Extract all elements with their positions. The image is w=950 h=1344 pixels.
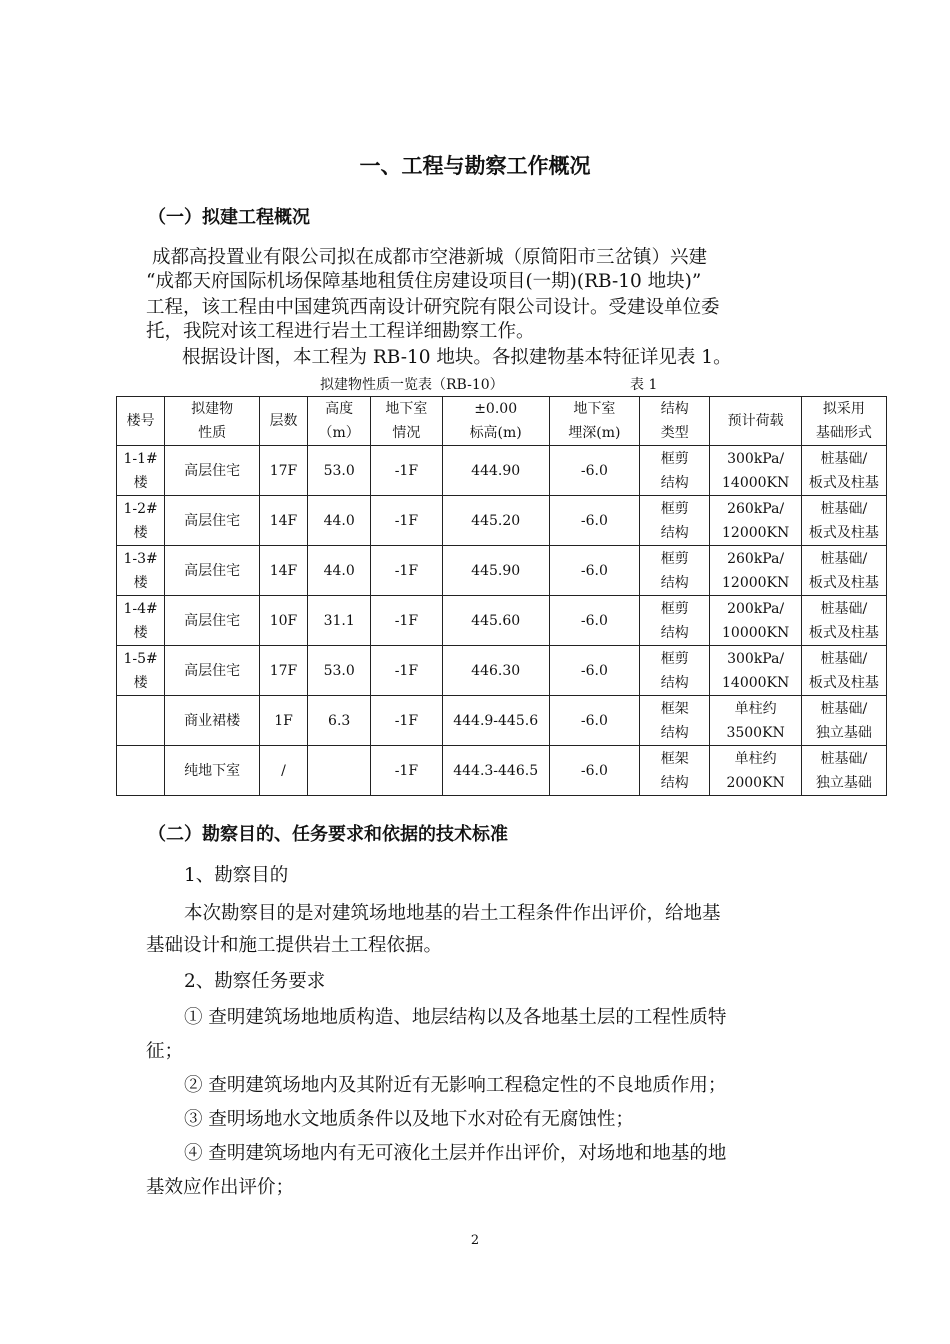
task-line-1-cont: 征； xyxy=(146,1041,184,1062)
cell-basement: -1F xyxy=(371,596,442,646)
table-row xyxy=(117,496,887,546)
cell-basement: -1F xyxy=(371,696,442,746)
table-caption: 拟建物性质一览表（RB-10） xyxy=(320,377,504,393)
cell-building-no: 1-5#楼 xyxy=(117,646,165,696)
purpose-heading: 1、勘察目的 xyxy=(184,865,289,886)
cell-building-nature: 高层住宅 xyxy=(165,496,260,546)
cell-building-no: 1-2#楼 xyxy=(117,496,165,546)
task-heading: 2、勘察任务要求 xyxy=(184,971,326,992)
cell-building-no: 1-4#楼 xyxy=(117,596,165,646)
cell-building-nature: 纯地下室 xyxy=(165,746,260,796)
intro-line-3: 工程，该工程由中国建筑西南设计研究院有限公司设计。受建设单位委 xyxy=(146,297,720,318)
cell-structure-type: 框剪 结构 xyxy=(640,646,710,696)
task-line-2: ② 查明建筑场地内及其附近有无影响工程稳定性的不良地质作用； xyxy=(184,1075,727,1096)
cell-basement: -1F xyxy=(371,646,442,696)
cell-floors: 14F xyxy=(259,496,307,546)
cell-building-no: 1-1#楼 xyxy=(117,446,165,496)
cell-floors: 10F xyxy=(259,596,307,646)
cell-basement: -1F xyxy=(371,496,442,546)
cell-building-nature: 高层住宅 xyxy=(165,446,260,496)
cell-height xyxy=(308,746,371,796)
table-row xyxy=(117,696,887,746)
cell-elevation: 444.90 xyxy=(442,446,549,496)
cell-floors: 14F xyxy=(259,546,307,596)
cell-foundation-type: 桩基础/ 板式及柱基 xyxy=(801,496,886,546)
cell-height: 44.0 xyxy=(308,496,371,546)
building-characteristics-table xyxy=(116,396,887,796)
table-row xyxy=(117,746,887,796)
header-elevation: ±0.00 标高(m) xyxy=(442,397,549,446)
cell-elevation: 444.3-446.5 xyxy=(442,746,549,796)
cell-structure-type: 框剪 结构 xyxy=(640,596,710,646)
subsection-title-survey-purpose: （二）勘察目的、任务要求和依据的技术标准 xyxy=(148,824,508,845)
task-line-4: ④ 查明建筑场地内有无可液化土层并作出评价，对场地和地基的地 xyxy=(184,1143,727,1164)
purpose-line-2: 基础设计和施工提供岩土工程依据。 xyxy=(146,935,443,956)
cell-basement-depth: -6.0 xyxy=(549,696,639,746)
cell-structure-type: 框剪 结构 xyxy=(640,446,710,496)
table-number: 表 1 xyxy=(630,377,658,393)
header-basement: 地下室 情况 xyxy=(371,397,442,446)
cell-structure-type: 框架 结构 xyxy=(640,746,710,796)
cell-floors: 17F xyxy=(259,446,307,496)
cell-floors: / xyxy=(259,746,307,796)
cell-basement-depth: -6.0 xyxy=(549,596,639,646)
header-building-nature: 拟建物 性质 xyxy=(165,397,260,446)
table-row xyxy=(117,446,887,496)
cell-structure-type: 框剪 结构 xyxy=(640,546,710,596)
cell-elevation: 445.20 xyxy=(442,496,549,546)
table-row xyxy=(117,596,887,646)
cell-foundation-type: 桩基础/ 板式及柱基 xyxy=(801,646,886,696)
cell-basement-depth: -6.0 xyxy=(549,746,639,796)
cell-building-nature: 高层住宅 xyxy=(165,546,260,596)
cell-floors: 1F xyxy=(259,696,307,746)
cell-expected-load: 260kPa/ 12000KN xyxy=(710,546,801,596)
task-line-1: ① 查明建筑场地地质构造、地层结构以及各地基土层的工程性质特 xyxy=(184,1007,727,1028)
header-expected-load: 预计荷载 xyxy=(710,397,801,446)
cell-basement: -1F xyxy=(371,546,442,596)
cell-building-no xyxy=(117,746,165,796)
cell-building-no: 1-3#楼 xyxy=(117,546,165,596)
cell-expected-load: 单柱约 2000KN xyxy=(710,746,801,796)
header-height: 高度 （m） xyxy=(308,397,371,446)
cell-basement-depth: -6.0 xyxy=(549,646,639,696)
cell-basement-depth: -6.0 xyxy=(549,446,639,496)
header-foundation-type: 拟采用 基础形式 xyxy=(801,397,886,446)
header-building-no: 楼号 xyxy=(117,397,165,446)
cell-height: 53.0 xyxy=(308,646,371,696)
header-floors: 层数 xyxy=(259,397,307,446)
cell-foundation-type: 桩基础/ 板式及柱基 xyxy=(801,446,886,496)
cell-expected-load: 300kPa/ 14000KN xyxy=(710,446,801,496)
cell-height: 31.1 xyxy=(308,596,371,646)
page-number: 2 xyxy=(470,1233,480,1248)
cell-building-no xyxy=(117,696,165,746)
subsection-title-project-overview: （一）拟建工程概况 xyxy=(148,207,310,228)
cell-elevation: 445.90 xyxy=(442,546,549,596)
cell-foundation-type: 桩基础/ 板式及柱基 xyxy=(801,596,886,646)
intro-line-5: 根据设计图，本工程为 RB-10 地块。各拟建物基本特征详见表 1。 xyxy=(182,347,732,368)
cell-building-nature: 商业裙楼 xyxy=(165,696,260,746)
table-row xyxy=(117,646,887,696)
section-title: 一、工程与勘察工作概况 xyxy=(359,154,591,178)
cell-height: 44.0 xyxy=(308,546,371,596)
cell-elevation: 444.9-445.6 xyxy=(442,696,549,746)
cell-basement-depth: -6.0 xyxy=(549,496,639,546)
header-basement-depth: 地下室 埋深(m) xyxy=(549,397,639,446)
cell-foundation-type: 桩基础/ 独立基础 xyxy=(801,746,886,796)
cell-expected-load: 200kPa/ 10000KN xyxy=(710,596,801,646)
table-header-row xyxy=(117,397,887,446)
cell-elevation: 446.30 xyxy=(442,646,549,696)
task-line-4-cont: 基效应作出评价； xyxy=(146,1177,295,1198)
intro-line-1: 成都高投置业有限公司拟在成都市空港新城（原简阳市三岔镇）兴建 xyxy=(152,247,708,268)
cell-elevation: 445.60 xyxy=(442,596,549,646)
cell-foundation-type: 桩基础/ 独立基础 xyxy=(801,696,886,746)
purpose-line-1: 本次勘察目的是对建筑场地地基的岩土工程条件作出评价，给地基 xyxy=(184,903,721,924)
cell-basement: -1F xyxy=(371,446,442,496)
cell-expected-load: 260kPa/ 12000KN xyxy=(710,496,801,546)
cell-structure-type: 框剪 结构 xyxy=(640,496,710,546)
cell-basement-depth: -6.0 xyxy=(549,546,639,596)
cell-height: 53.0 xyxy=(308,446,371,496)
task-line-3: ③ 查明场地水文地质条件以及地下水对砼有无腐蚀性； xyxy=(184,1109,634,1130)
cell-structure-type: 框架 结构 xyxy=(640,696,710,746)
cell-expected-load: 单柱约 3500KN xyxy=(710,696,801,746)
cell-floors: 17F xyxy=(259,646,307,696)
cell-foundation-type: 桩基础/ 板式及柱基 xyxy=(801,546,886,596)
cell-building-nature: 高层住宅 xyxy=(165,646,260,696)
cell-basement: -1F xyxy=(371,746,442,796)
header-structure-type: 结构 类型 xyxy=(640,397,710,446)
intro-line-2: “成都天府国际机场保障基地租赁住房建设项目(一期)(RB-10 地块)” xyxy=(146,271,702,292)
table-row xyxy=(117,546,887,596)
intro-line-4: 托，我院对该工程进行岩土工程详细勘察工作。 xyxy=(146,321,535,342)
cell-expected-load: 300kPa/ 14000KN xyxy=(710,646,801,696)
cell-height: 6.3 xyxy=(308,696,371,746)
cell-building-nature: 高层住宅 xyxy=(165,596,260,646)
